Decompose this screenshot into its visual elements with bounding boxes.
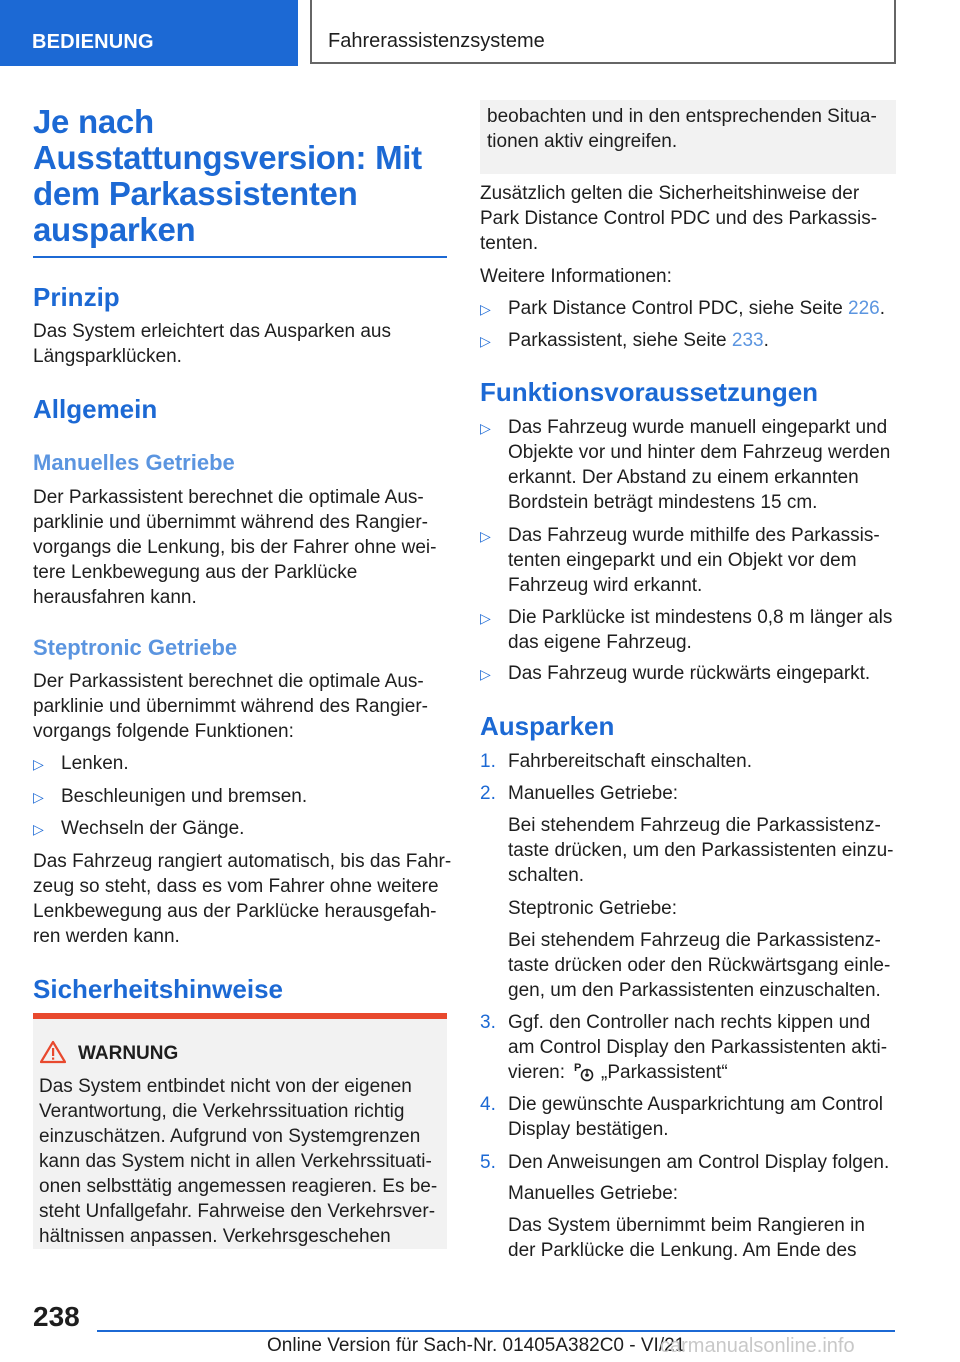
text-line: ren werden kann. [33, 926, 180, 947]
page-link-226[interactable]: 226 [848, 298, 880, 319]
title-line: ausparken [33, 211, 196, 248]
step-text [508, 1010, 887, 1085]
list-item [33, 784, 447, 809]
text-line: Manuelles Getriebe: [508, 1183, 679, 1204]
text-line: tionen aktiv eingreifen. [487, 131, 678, 152]
triangle-bullet-icon: ▷ [33, 756, 44, 772]
text-line: Objekte vor und hinter dem Fahrzeug werden [508, 442, 891, 463]
triangle-bullet-icon: ▷ [480, 610, 491, 626]
text-line: gen, um den Parkassistenten einzuschalten. [508, 980, 881, 1001]
step-item [480, 928, 900, 1003]
reference-end: . [879, 298, 886, 319]
step-item [480, 1010, 900, 1085]
steptronic-text [33, 669, 447, 744]
text-line: Display bestätigen. [508, 1119, 669, 1140]
text-line: Den Anweisungen am Control Display folgen. [508, 1152, 890, 1173]
step-number: 2. [480, 783, 496, 804]
triangle-bullet-icon: ▷ [480, 528, 491, 544]
footer-text: Online Version für Sach-Nr. 01405A382C0 - VI/21 [267, 1335, 686, 1356]
section-tab: BEDIENUNG [0, 0, 298, 66]
text-line: Das System erleichtert das Ausparken aus [33, 321, 392, 342]
step-text [508, 928, 890, 1003]
title-line: Je nach [33, 103, 154, 140]
text-line: Das Fahrzeug rangiert automatisch, bis das Fahr- [33, 851, 452, 872]
park-assistant-icon [573, 1060, 595, 1082]
triangle-bullet-icon: ▷ [480, 666, 491, 682]
watermark: carmanualsonline.info [660, 1335, 855, 1357]
text-line: Bei stehendem Fahrzeug die Parkassistenz- [508, 930, 881, 951]
list-item-text [508, 661, 870, 686]
step-number: 4. [480, 1094, 496, 1115]
step-item [480, 781, 900, 806]
text-line: taste drücken, um den Parkassistenten einzu- [508, 840, 894, 861]
reference-text [508, 328, 769, 353]
text-line: onen selbsttätig angemessen reagieren. Es be- [39, 1176, 438, 1197]
warning-triangle-icon [40, 1040, 66, 1064]
text-line: vorgangs folgende Funktionen: [33, 721, 294, 742]
reference-text [508, 296, 885, 321]
text-line [508, 1060, 887, 1085]
step-item [480, 1092, 900, 1142]
step-item [480, 896, 900, 921]
text-line: tere Lenkbewegung aus der Parklücke [33, 562, 358, 583]
heading-sicherheitshinweise: Sicherheitshinweise [33, 974, 283, 1004]
page-link-233[interactable]: 233 [731, 330, 764, 351]
text-line: herausfahren kann. [33, 587, 197, 608]
step-item [480, 1150, 900, 1175]
svg-text:P: P [574, 1062, 582, 1074]
step-text [508, 781, 678, 806]
menu-item-parkassistent: „Parkassistent“ [601, 1062, 728, 1083]
list-item [480, 296, 896, 321]
reference-label: Park Distance Control PDC, siehe Seite [508, 298, 849, 319]
text-line: der Parklücke die Lenkung. Am Ende des [508, 1240, 857, 1261]
text-line: Das Fahrzeug wurde rückwärts eingeparkt. [508, 663, 871, 684]
heading-prinzip: Prinzip [33, 282, 120, 312]
warning-text-continued [487, 104, 889, 154]
text-line: hältnissen anpassen. Verkehrsgeschehen [39, 1226, 391, 1247]
list-item [480, 661, 900, 686]
text-line: Park Distance Control PDC und des Parkassis- [480, 208, 878, 229]
page-title [33, 104, 447, 248]
text-line: Fahrbereitschaft einschalten. [508, 751, 752, 772]
text-line: taste drücken oder den Rückwärtsgang einle- [508, 955, 891, 976]
text-line: einzuschätzen. Aufgrund von Systemgrenzen [39, 1126, 421, 1147]
text-line: Die gewünschte Ausparkrichtung am Control [508, 1094, 883, 1115]
text-line: Das System übernimmt beim Rangieren in [508, 1215, 865, 1236]
text-line: parklinie und übernimmt während des Rangier- [33, 512, 428, 533]
text-line: Ggf. den Controller nach rechts kippen und [508, 1012, 871, 1033]
page-number: 238 [33, 1301, 80, 1332]
text-line: Verantwortung, die Verkehrssituation richtig [39, 1101, 405, 1122]
additional-notes [480, 181, 900, 256]
text-line: Manuelles Getriebe: [508, 783, 679, 804]
manuell-text [33, 485, 447, 610]
text-line: erkannt. Der Abstand zu einem erkannten [508, 467, 859, 488]
text-line: Längsparklücken. [33, 346, 182, 367]
list-item-text: Wechseln der Gänge. [61, 818, 245, 839]
list-item [480, 415, 900, 515]
text-line: Das Fahrzeug wurde manuell eingeparkt und [508, 417, 888, 438]
text-line: schalten. [508, 865, 585, 886]
step-text-prefix: vieren: [508, 1062, 566, 1083]
list-item [480, 605, 900, 655]
step-item [480, 1213, 900, 1263]
text-line: Das Fahrzeug wurde mithilfe des Parkassis- [508, 525, 880, 546]
step-text [508, 813, 893, 888]
text-line: beobachten und in den entsprechenden Situa- [487, 106, 877, 127]
warning-text [39, 1074, 439, 1249]
title-line: dem Parkassistenten [33, 175, 358, 212]
text-line: Das System entbindet nicht von der eigenen [39, 1076, 412, 1097]
text-line: vorgangs die Lenkung, bis der Fahrer ohne wei- [33, 537, 437, 558]
text-line: Lenkbewegung aus der Parklücke herausgefah- [33, 901, 437, 922]
text-line: kann das System nicht in allen Verkehrssituati- [39, 1151, 432, 1172]
footer-divider [97, 1330, 895, 1332]
prinzip-text [33, 319, 447, 369]
step-item [480, 1181, 900, 1206]
heading-funktionsvoraussetzungen: Funktionsvoraussetzungen [480, 377, 819, 407]
list-item-text: Lenken. [61, 753, 129, 774]
step-text [508, 1092, 883, 1142]
list-item [480, 523, 900, 598]
triangle-bullet-icon: ▷ [33, 821, 44, 837]
title-line: Ausstattungsversion: Mit [33, 139, 422, 176]
chapter-header: Fahrerassistenzsysteme [310, 0, 896, 64]
heading-manuelles-getriebe: Manuelles Getriebe [33, 450, 235, 475]
step-number: 5. [480, 1152, 496, 1173]
text-line: am Control Display den Parkassistenten akti- [508, 1037, 888, 1058]
list-item [33, 816, 447, 841]
text-line: Bordstein beträgt mindestens 15 cm. [508, 492, 818, 513]
more-info-label: Weitere Informationen: [480, 266, 672, 287]
step-text [508, 896, 677, 921]
text-line: Bei stehendem Fahrzeug die Parkassistenz- [508, 815, 881, 836]
step-number: 1. [480, 751, 496, 772]
text-line: steht Unfallgefahr. Fahrweise den Verkehrsver- [39, 1201, 436, 1222]
text-line: Steptronic Getriebe: [508, 898, 677, 919]
heading-steptronic-getriebe: Steptronic Getriebe [33, 635, 238, 660]
step-item [480, 813, 900, 888]
list-item-text: Beschleunigen und bremsen. [61, 786, 308, 807]
list-item [480, 328, 896, 353]
step-text [508, 1213, 865, 1263]
list-item-text [508, 605, 892, 655]
triangle-bullet-icon: ▷ [480, 333, 491, 349]
warning-label: WARNUNG [78, 1043, 179, 1064]
steptronic-after-text [33, 849, 453, 949]
text-line: Der Parkassistent berechnet die optimale Aus- [33, 671, 424, 692]
title-divider [33, 256, 447, 258]
triangle-bullet-icon: ▷ [480, 301, 491, 317]
text-line: Der Parkassistent berechnet die optimale Aus- [33, 487, 424, 508]
list-item [33, 751, 447, 776]
step-item [480, 749, 900, 774]
text-line: tenten eingeparkt und ein Objekt vor dem [508, 550, 857, 571]
step-text [508, 1181, 678, 1206]
heading-ausparken: Ausparken [480, 711, 615, 741]
text-line: zeug so steht, dass es vom Fahrer ohne weitere [33, 876, 439, 897]
text-line: parklinie und übernimmt während des Rangier- [33, 696, 428, 717]
step-text [508, 749, 752, 774]
text-line: Fahrzeug wird erkannt. [508, 575, 703, 596]
list-item-text [508, 523, 880, 598]
step-number: 3. [480, 1012, 496, 1033]
reference-end: . [763, 330, 769, 351]
triangle-bullet-icon: ▷ [480, 420, 491, 436]
text-line: das eigene Fahrzeug. [508, 632, 692, 653]
text-line: Zusätzlich gelten die Sicherheitshinweise der [480, 183, 860, 204]
text-line: Die Parklücke ist mindestens 0,8 m länger als [508, 607, 893, 628]
heading-allgemein: Allgemein [33, 394, 158, 424]
step-text [508, 1150, 889, 1175]
reference-label: Parkassistent, siehe Seite [508, 330, 732, 351]
list-item-text [508, 415, 890, 515]
text-line: tenten. [480, 233, 539, 254]
triangle-bullet-icon: ▷ [33, 789, 44, 805]
